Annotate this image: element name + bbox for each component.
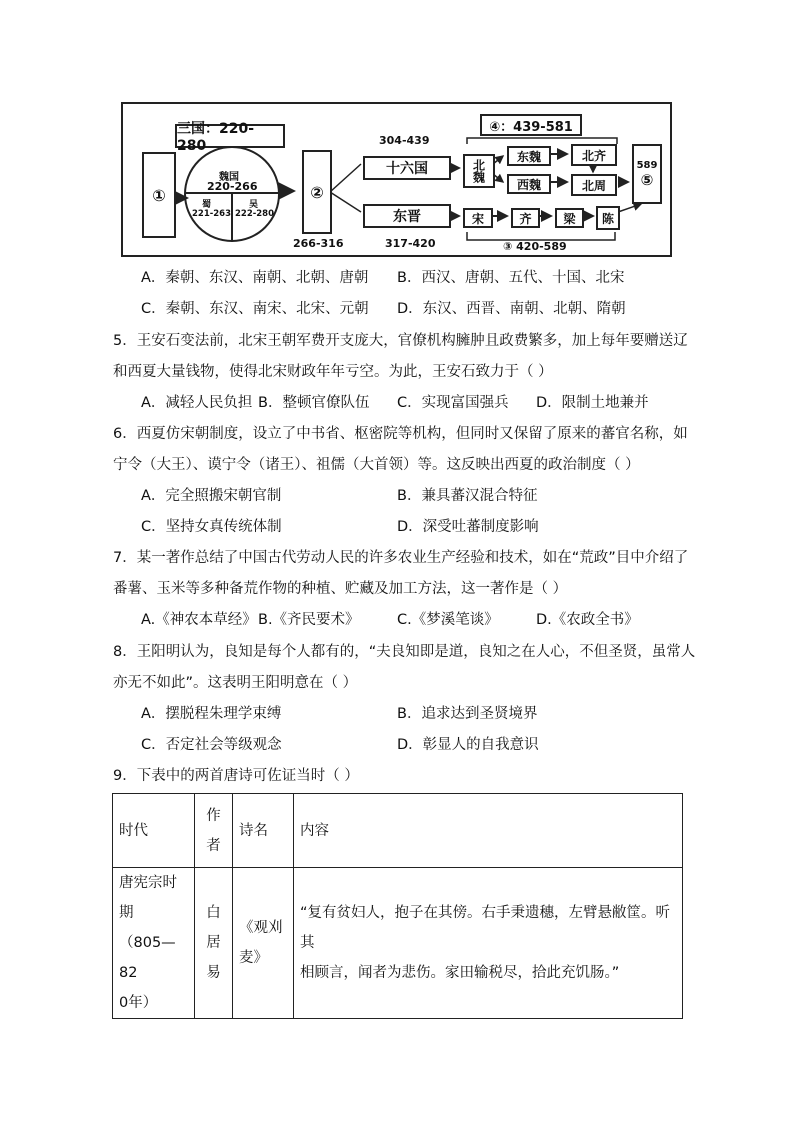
dynasty-diagram [121,102,672,257]
header-era: 时代 [113,794,195,868]
sixteen-text: 十六国 [386,161,428,177]
q7-option-b[interactable]: B.《齐民要术》 [258,612,360,628]
q8-stem-line2: 亦无不如此”。这表明王阳明意在（ ） [113,675,358,691]
q7-option-c[interactable]: C.《梦溪笔谈》 [397,612,499,628]
q7-stem-line2: 番薯、玉米等多种备荒作物的种植、贮藏及加工方法，这一著作是（ ） [113,581,568,597]
row1-era-l3: （805—82 [119,935,176,981]
node-2-mark: ② [310,182,324,202]
q5-option-a[interactable]: A．减轻人民负担 [141,395,253,411]
node-2 [302,150,332,234]
dongjin-text: 东晋 [393,209,421,225]
q8-option-d[interactable]: D．彰显人的自我意识 [397,737,539,753]
q5-option-d[interactable]: D．限制土地兼并 [536,395,649,411]
wei-label: 魏国 [219,172,239,183]
q5-stem-line2: 和西夏大量钱物，使得北宋财政年年亏空。为此，王安石致力于（ ） [113,364,553,380]
chen-text: 陈 [601,211,614,226]
q8-option-b[interactable]: B．追求达到圣贤境界 [397,706,538,722]
q7-option-a[interactable]: A.《神农本草经》 [141,612,257,628]
row1-title [233,868,294,1019]
row1-era [113,868,195,1019]
node-4-text: ④：439-581 [489,119,573,135]
beizhou [571,174,617,196]
q8-option-c[interactable]: C．否定社会等级观念 [141,737,282,753]
wu-years: 222-280 [235,209,275,219]
beizhou-text: 北周 [581,178,606,193]
header-content: 内容 [294,794,683,868]
dongjin-years: 317-420 [385,237,436,250]
q4-option-a[interactable]: A．秦朝、东汉、南朝、北朝、唐朝 [141,270,369,286]
node-3-label: ③ 420-589 [503,240,567,253]
q6-option-d[interactable]: D．深受吐蕃制度影响 [397,519,539,535]
beiqi-text: 北齐 [581,148,606,163]
q6-option-c[interactable]: C．坚持女真传统体制 [141,519,282,535]
shu-years: 221-263 [192,209,232,219]
q6-stem-line2: 宁令（大王）、谟宁令（诸王）、祖儒（大首领）等。这反映出西夏的政治制度（ ） [113,457,640,473]
beiqi [571,144,617,166]
q9-stem: 9．下表中的两首唐诗可佐证当时（ ） [113,768,359,784]
shu-label: 蜀 [202,200,212,210]
table-row [113,868,683,1019]
q5-option-b[interactable]: B．整顿官僚队伍 [258,395,370,411]
row1-content [294,868,683,1019]
q6-option-a[interactable]: A．完全照搬宋朝官制 [141,488,282,504]
row1-era-l2: 期 [119,905,134,921]
node-4-label [480,114,582,136]
row1-author [195,868,233,1019]
q8-stem-line1: 8．王阳明认为，良知是每个人都有的，“夫良知即是道，良知之在人心，不但圣贤，虽常人 [113,644,696,660]
q4-option-c[interactable]: C．秦朝、东汉、南宋、北宋、元朝 [141,301,369,317]
sixteen-kingdoms [363,156,451,180]
q5-option-c[interactable]: C．实现富国强兵 [397,395,509,411]
row1-title-l2: 麦》 [239,950,268,966]
node-5 [632,144,662,204]
q7-option-d[interactable]: D.《农政全书》 [536,612,639,628]
beiwei-text: 北魏 [471,159,486,183]
three-kingdoms-text: 三国：220-280 [177,121,255,154]
node-1 [142,152,176,238]
dongwei [507,146,551,166]
dongwei-text: 东魏 [516,149,541,164]
q6-stem-line1: 6．西夏仿宋朝制度，设立了中书省、枢密院等机构，但同时又保留了原来的蕃官名称，如 [113,426,688,442]
xiwei [507,174,551,194]
chen [596,206,620,230]
qi [511,208,540,228]
qi-text: 齐 [519,211,532,226]
xiwei-text: 西魏 [516,177,541,192]
node-2-years: 266-316 [293,237,344,250]
row1-author-l3: 易 [206,965,221,981]
row1-era-l1: 唐宪宗时 [119,875,177,891]
dongjin [363,204,451,228]
header-title: 诗名 [233,794,294,868]
row1-content-l2: 相顾言，闻者为悲伤。家田输税尽，拾此充饥肠。” [300,965,620,981]
song-text: 宋 [471,211,484,226]
three-kingdoms-label [175,121,285,154]
node-5-mark: ⑤ [640,170,654,189]
row1-author-l1: 白 [206,905,221,921]
poem-table [112,793,683,1019]
song [463,208,493,228]
liang [555,208,584,228]
q8-option-a[interactable]: A．摆脱程朱理学束缚 [141,706,282,722]
wu-label: 吴 [249,200,259,210]
q6-option-b[interactable]: B．兼具蕃汉混合特征 [397,488,538,504]
row1-author-l2: 居 [206,935,221,951]
row1-era-l4: 0年） [119,995,158,1011]
node-1-mark: ① [152,185,166,205]
row1-title-l1: 《观刈 [239,920,283,936]
row1-content-l1: “复有贫妇人，抱子在其傍。右手秉遗穗，左臂悬敝筐。听其 [300,905,671,951]
header-author-l1: 作 [206,807,221,824]
liang-text: 梁 [563,211,576,226]
beiwei [463,154,495,188]
header-author [195,794,233,868]
header-author-l2: 者 [206,837,221,854]
table-header-row [113,794,683,868]
q4-option-b[interactable]: B．西汉、唐朝、五代、十国、北宋 [397,270,625,286]
q4-option-d[interactable]: D．东汉、西晋、南朝、北朝、隋朝 [397,301,626,317]
q7-stem-line1: 7．某一著作总结了中国古代劳动人民的许多农业生产经验和技术，如在“荒政”目中介绍了 [113,550,689,566]
node-5-year: 589 [636,159,658,171]
q5-stem-line1: 5．王安石变法前，北宋王朝军费开支庞大，官僚机构臃肿且政费繁多，加上每年要赠送辽 [113,333,688,349]
wei-years: 220-266 [207,180,258,193]
sixteen-years: 304-439 [379,134,430,147]
